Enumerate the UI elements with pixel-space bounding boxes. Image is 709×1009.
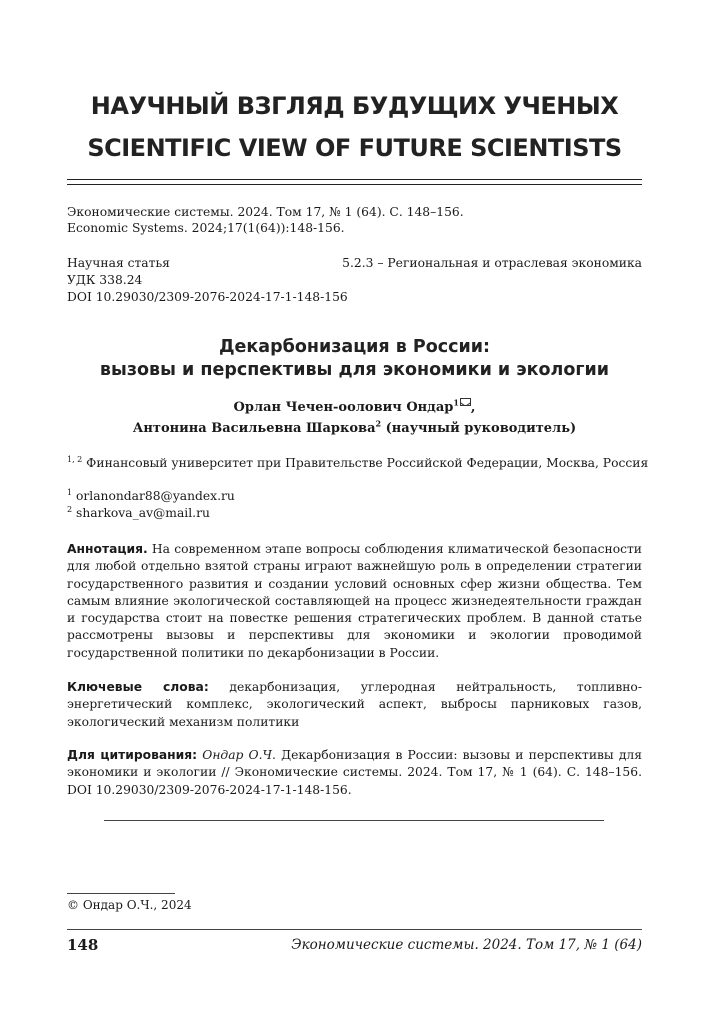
author-2-name: Антонина Васильевна Шаркова [132,421,376,436]
author-1-name: Орлан Чечен-оолович Ондар [233,400,454,415]
email-1-sup: 1 [67,487,73,497]
section-title-ru: НАУЧНЫЙ ВЗГЛЯД БУДУЩИХ УЧЕНЫХ [90,92,619,120]
author-1-suffix: , [470,400,476,415]
doi: DOI 10.29030/2309-2076-2024-17-1-148-156 [67,290,348,304]
cite-label: Для цитирования: [67,748,198,762]
citation-block [67,747,642,799]
author-1 [0,397,709,418]
cite-author: Ондар О.Ч. [202,748,276,762]
author-2-sup: 2 [375,418,382,429]
email-2-sup: 2 [67,504,73,514]
envelope-icon [460,398,471,406]
copyright: © Ондар О.Ч., 2024 [67,898,192,912]
keywords-label: Ключевые слова: [67,680,209,694]
affiliation-sup: 1, 2 [67,454,83,464]
author-2-suffix: (научный руководитель) [381,421,577,436]
email-1-address[interactable]: orlanondar88@yandex.ru [76,489,235,503]
article-title-line-1: Декарбонизация в России: [218,337,491,357]
section-title-en: SCIENTIFIC VIEW OF FUTURE SCIENTISTS [87,134,622,162]
keywords [67,679,642,731]
affiliation-text: Финансовый университет при Правительстве Российской Федерации, Москва, Россия [82,456,649,470]
abstract [67,541,642,662]
page-number: 148 [67,936,99,954]
article-type: Научная статья [67,256,170,270]
separator-rule [104,820,604,821]
email-2-address[interactable]: sharkova_av@mail.ru [76,506,210,520]
author-2 [0,418,709,439]
abstract-text: На современном этапе вопросы соблюдения климатической безопасности для любой отдельно взятой страны играют важнейшую роль в определении стратегии государственного развития и создании условий основных сфер жизни общества. Тем самым влияние экологической составляющей на процесс жизнедеятельности граждан и государства стоит на повестке решения стратегических проблем. В данной статье рассмотрены вызовы и перспективы для экономики и экологии проводимой государственной политики по декарбонизации в России. [67,542,642,660]
article-title-line-2: вызовы и перспективы для экономики и экологии [99,360,610,380]
email-1[interactable] [67,488,235,505]
footer-rule [67,929,642,930]
footnote-rule [67,893,175,894]
affiliation [67,455,648,472]
email-2[interactable] [67,505,210,522]
author-1-sup: 1 [453,397,459,408]
udc-code: УДК 338.24 [67,273,143,287]
keywords-text: декарбонизация, углеродная нейтральность, топливно-энергетический комплекс, экологический аспект, выбросы парниковых газов, экологический механизм политики [67,680,642,729]
cite-text: Декарбонизация в России: вызовы и перспективы для экономики и экологии // Экономические системы. 2024. Том 17, № 1 (64). С. 148–156. DOI 10.29030/2309-2076-2024-17-1-148-156. [67,748,642,797]
abstract-label: Аннотация. [67,542,148,556]
citation-ru: Экономические системы. 2024. Том 17, № 1 (64). С. 148–156. [67,205,464,219]
running-title: Экономические системы. 2024. Том 17, № 1 (64) [291,937,642,953]
header-double-rule [67,179,642,185]
specialty-code: 5.2.3 – Региональная и отраслевая экономика [342,256,642,270]
citation-en: Economic Systems. 2024;17(1(64)):148-156. [67,221,345,235]
